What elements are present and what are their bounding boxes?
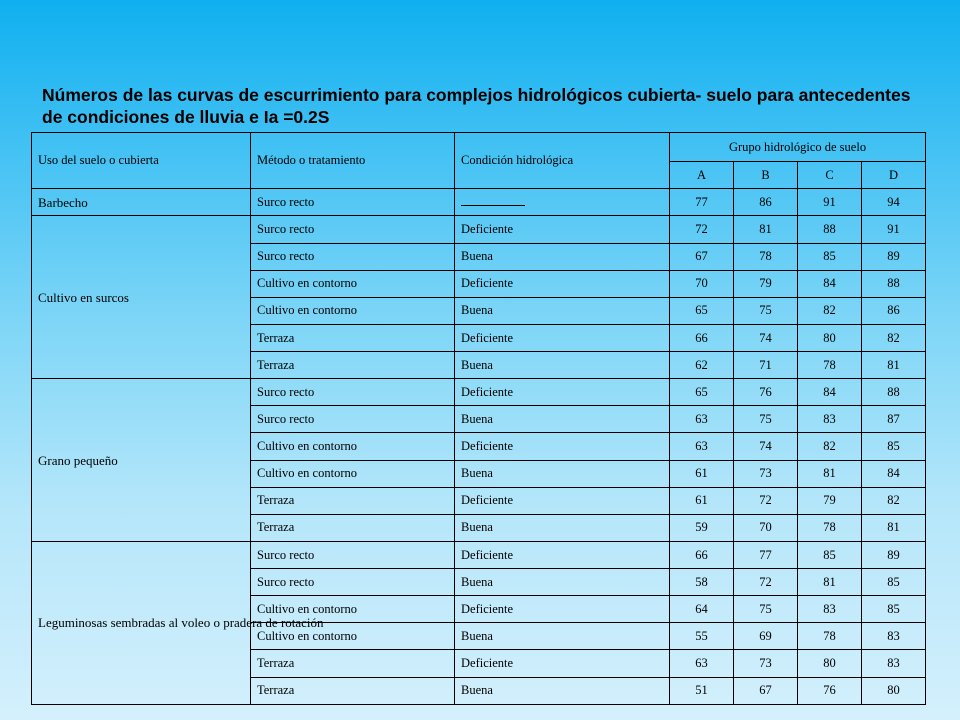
condicion-cell: Buena	[455, 569, 670, 596]
uso-cell: Grano pequeño	[32, 379, 251, 542]
metodo-cell: Surco recto	[251, 189, 455, 216]
table-row	[32, 541, 926, 568]
condicion-cell: Deficiente	[455, 433, 670, 460]
metodo-cell: Surco recto	[251, 216, 455, 243]
value-cell-d: 82	[862, 487, 926, 514]
value-cell-c: 83	[798, 596, 862, 623]
metodo-cell: Cultivo en contorno	[251, 297, 455, 324]
value-cell-c: 83	[798, 406, 862, 433]
condicion-cell: Deficiente	[455, 216, 670, 243]
value-cell-d: 91	[862, 216, 926, 243]
value-cell-a: 77	[670, 189, 734, 216]
uso-cell: Barbecho	[32, 189, 251, 216]
header-group-a: A	[670, 162, 734, 189]
condicion-cell: Buena	[455, 406, 670, 433]
value-cell-b: 81	[734, 216, 798, 243]
value-cell-d: 84	[862, 460, 926, 487]
value-cell-d: 88	[862, 379, 926, 406]
value-cell-d: 86	[862, 297, 926, 324]
uso-cell: Leguminosas sembradas al voleo o pradera de rotación	[32, 541, 251, 704]
table-row	[32, 216, 926, 243]
value-cell-c: 80	[798, 324, 862, 351]
uso-cell: Cultivo en surcos	[32, 216, 251, 379]
value-cell-a: 72	[670, 216, 734, 243]
condicion-cell: Buena	[455, 297, 670, 324]
value-cell-c: 80	[798, 650, 862, 677]
value-cell-a: 66	[670, 324, 734, 351]
value-cell-a: 63	[670, 650, 734, 677]
value-cell-d: 89	[862, 243, 926, 270]
value-cell-a: 70	[670, 270, 734, 297]
value-cell-b: 74	[734, 324, 798, 351]
value-cell-b: 71	[734, 352, 798, 379]
value-cell-c: 82	[798, 297, 862, 324]
condicion-cell: Deficiente	[455, 379, 670, 406]
value-cell-b: 75	[734, 406, 798, 433]
value-cell-d: 81	[862, 352, 926, 379]
value-cell-c: 81	[798, 569, 862, 596]
value-cell-b: 74	[734, 433, 798, 460]
metodo-cell: Terraza	[251, 650, 455, 677]
value-cell-a: 63	[670, 406, 734, 433]
value-cell-c: 81	[798, 460, 862, 487]
condicion-cell: Deficiente	[455, 270, 670, 297]
condicion-cell: Deficiente	[455, 650, 670, 677]
value-cell-b: 67	[734, 677, 798, 704]
header-group-c: C	[798, 162, 862, 189]
condicion-cell: Buena	[455, 677, 670, 704]
curve-number-table	[31, 132, 926, 705]
value-cell-c: 84	[798, 270, 862, 297]
value-cell-b: 72	[734, 569, 798, 596]
value-cell-a: 59	[670, 514, 734, 541]
value-cell-a: 61	[670, 460, 734, 487]
value-cell-a: 67	[670, 243, 734, 270]
value-cell-b: 70	[734, 514, 798, 541]
condicion-cell: Deficiente	[455, 596, 670, 623]
metodo-cell: Surco recto	[251, 541, 455, 568]
header-metodo: Método o tratamiento	[251, 133, 455, 189]
value-cell-c: 78	[798, 514, 862, 541]
condicion-cell: Buena	[455, 352, 670, 379]
header-grupo: Grupo hidrológico de suelo	[670, 133, 926, 162]
value-cell-d: 83	[862, 650, 926, 677]
value-cell-a: 65	[670, 379, 734, 406]
value-cell-c: 84	[798, 379, 862, 406]
metodo-cell: Surco recto	[251, 379, 455, 406]
value-cell-d: 85	[862, 569, 926, 596]
value-cell-a: 66	[670, 541, 734, 568]
value-cell-a: 62	[670, 352, 734, 379]
value-cell-c: 91	[798, 189, 862, 216]
value-cell-b: 75	[734, 297, 798, 324]
value-cell-b: 73	[734, 650, 798, 677]
value-cell-b: 75	[734, 596, 798, 623]
metodo-cell: Cultivo en contorno	[251, 596, 455, 623]
condicion-cell: Buena	[455, 460, 670, 487]
metodo-cell: Cultivo en contorno	[251, 460, 455, 487]
value-cell-a: 51	[670, 677, 734, 704]
value-cell-b: 86	[734, 189, 798, 216]
value-cell-a: 65	[670, 297, 734, 324]
header-row	[32, 133, 926, 162]
condicion-cell: Deficiente	[455, 541, 670, 568]
value-cell-b: 73	[734, 460, 798, 487]
condicion-cell: Buena	[455, 243, 670, 270]
header-group-d: D	[862, 162, 926, 189]
value-cell-d: 89	[862, 541, 926, 568]
value-cell-b: 76	[734, 379, 798, 406]
header-group-b: B	[734, 162, 798, 189]
value-cell-b: 79	[734, 270, 798, 297]
value-cell-d: 94	[862, 189, 926, 216]
metodo-cell: Terraza	[251, 352, 455, 379]
value-cell-a: 63	[670, 433, 734, 460]
value-cell-a: 58	[670, 569, 734, 596]
metodo-cell: Surco recto	[251, 243, 455, 270]
metodo-cell: Cultivo en contorno	[251, 433, 455, 460]
value-cell-c: 78	[798, 623, 862, 650]
value-cell-c: 79	[798, 487, 862, 514]
value-cell-a: 61	[670, 487, 734, 514]
value-cell-b: 69	[734, 623, 798, 650]
value-cell-a: 55	[670, 623, 734, 650]
value-cell-d: 81	[862, 514, 926, 541]
metodo-cell: Cultivo en contorno	[251, 623, 455, 650]
value-cell-c: 85	[798, 541, 862, 568]
condicion-cell: Deficiente	[455, 487, 670, 514]
value-cell-c: 82	[798, 433, 862, 460]
value-cell-d: 85	[862, 433, 926, 460]
condicion-cell: Buena	[455, 514, 670, 541]
condicion-cell: Buena	[455, 623, 670, 650]
metodo-cell: Terraza	[251, 324, 455, 351]
value-cell-b: 78	[734, 243, 798, 270]
table-title: Números de las curvas de escurrimiento para complejos hidrológicos cubierta- suelo para antecedentes de condiciones de lluvia e Ia =0.2S	[42, 85, 911, 127]
metodo-cell: Terraza	[251, 514, 455, 541]
metodo-cell: Surco recto	[251, 569, 455, 596]
table-row	[32, 379, 926, 406]
metodo-cell: Terraza	[251, 487, 455, 514]
value-cell-c: 78	[798, 352, 862, 379]
value-cell-c: 85	[798, 243, 862, 270]
value-cell-a: 64	[670, 596, 734, 623]
header-uso: Uso del suelo o cubierta	[32, 133, 251, 189]
value-cell-b: 72	[734, 487, 798, 514]
value-cell-b: 77	[734, 541, 798, 568]
metodo-cell: Terraza	[251, 677, 455, 704]
value-cell-d: 80	[862, 677, 926, 704]
value-cell-d: 82	[862, 324, 926, 351]
value-cell-c: 88	[798, 216, 862, 243]
metodo-cell: Cultivo en contorno	[251, 270, 455, 297]
condicion-cell: Deficiente	[455, 324, 670, 351]
value-cell-d: 88	[862, 270, 926, 297]
header-condicion: Condición hidrológica	[455, 133, 670, 189]
value-cell-d: 83	[862, 623, 926, 650]
value-cell-c: 76	[798, 677, 862, 704]
metodo-cell: Surco recto	[251, 406, 455, 433]
table-row	[32, 189, 926, 216]
value-cell-d: 85	[862, 596, 926, 623]
condicion-blank-line	[455, 189, 670, 216]
value-cell-d: 87	[862, 406, 926, 433]
